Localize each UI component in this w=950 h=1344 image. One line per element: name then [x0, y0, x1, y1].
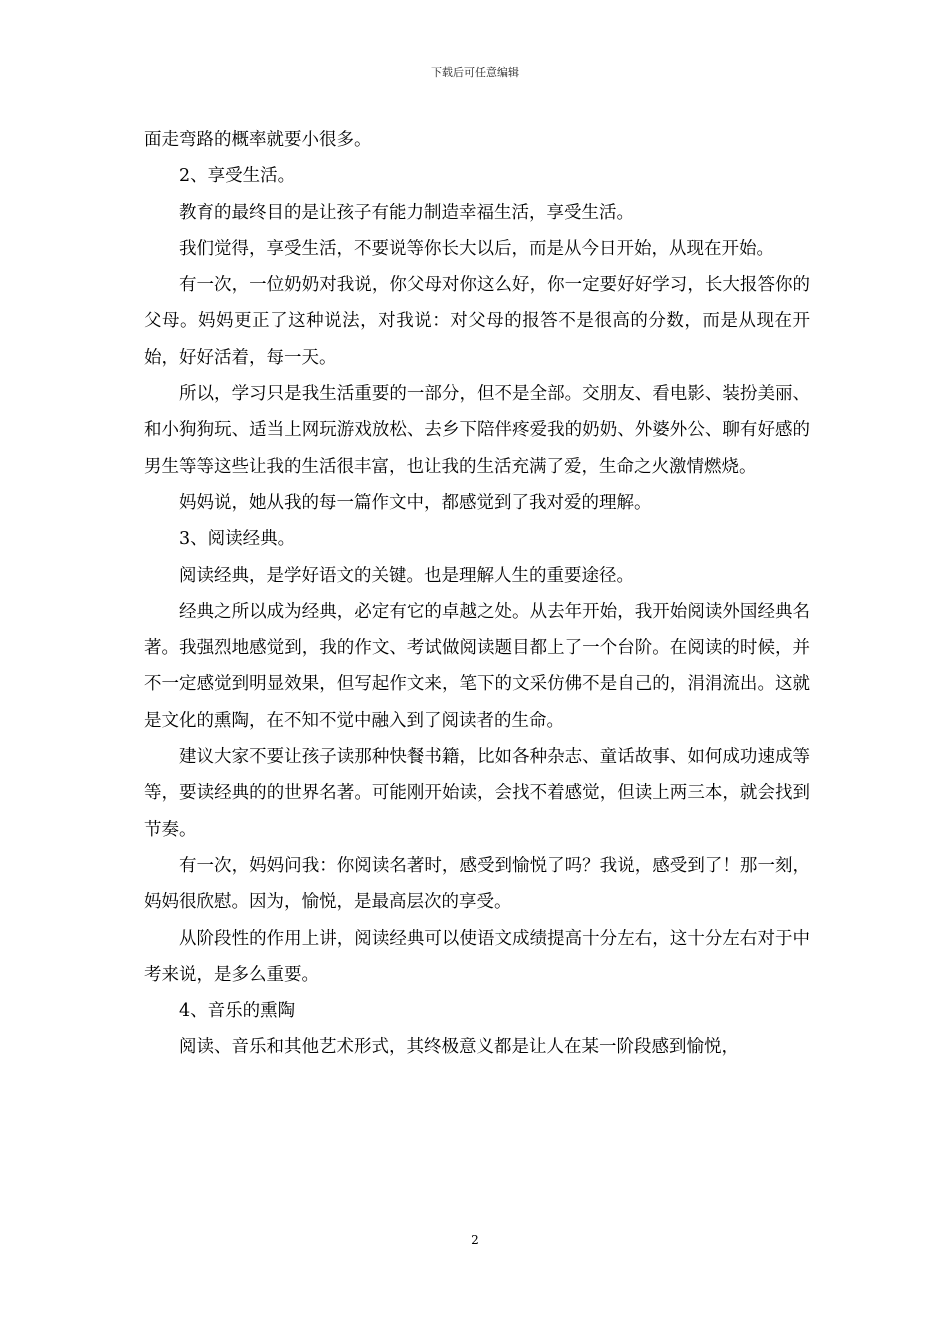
page-header: 下载后可任意编辑	[431, 66, 519, 79]
paragraph-3: 教育的最终目的是让孩子有能力制造幸福生活，享受生活。	[179, 202, 634, 223]
document-body	[144, 122, 810, 1066]
paragraph-7: 妈妈说，她从我的每一篇作文中，都感觉到了我对爱的理解。	[179, 492, 652, 513]
paragraph-9: 阅读经典，是学好语文的关键。也是理解人生的重要途径。	[179, 565, 634, 586]
paragraph-11: 建议大家不要让孩子读那种快餐书籍，比如各种杂志、童话故事、如何成功速成等等，要读经典的的世界名著。可能刚开始读，会找不着感觉，但读上两三本，就会找到节奏。	[144, 747, 810, 840]
heading-enjoy-life: 2、享受生活。	[179, 166, 296, 187]
paragraph-10: 经典之所以成为经典，必定有它的卓越之处。从去年开始，我开始阅读外国经典名著。我强烈地感觉到，我的作文、考试做阅读题目都上了一个台阶。在阅读的时候，并不一定感觉到明显效果，但写起作文来，笔下的文采仿佛不是自己的，涓涓流出。这就是文化的熏陶，在不知不觉中融入到了阅读者的生命。	[144, 601, 810, 731]
paragraph-5: 有一次，一位奶奶对我说，你父母对你这么好，你一定要好好学习，长大报答你的父母。妈妈更正了这种说法，对我说：对父母的报答不是很高的分数，而是从现在开始，好好活着，每一天。	[144, 275, 810, 368]
heading-read-classics: 3、阅读经典。	[179, 529, 296, 550]
paragraph-12: 有一次，妈妈问我：你阅读名著时，感受到愉悦了吗？我说，感受到了！那一刻，妈妈很欣慰。因为，愉悦，是最高层次的享受。	[144, 855, 810, 913]
paragraph-4: 我们觉得，享受生活，不要说等你长大以后，而是从今日开始，从现在开始。	[179, 238, 774, 259]
paragraph-6: 所以，学习只是我生活重要的一部分，但不是全部。交朋友、看电影、装扮美丽、和小狗狗玩、适当上网玩游戏放松、去乡下陪伴疼爱我的奶奶、外婆外公、聊有好感的男生等等这些让我的生活很丰富，也让我的生活充满了爱，生命之火激情燃烧。	[144, 384, 810, 477]
paragraph-15: 阅读、音乐和其他艺术形式，其终极意义都是让人在某一阶段感到愉悦，	[179, 1037, 739, 1058]
paragraph-13: 从阶段性的作用上讲，阅读经典可以使语文成绩提高十分左右，这十分左右对于中考来说，是多么重要。	[144, 928, 810, 985]
paragraph-1: 面走弯路的概率就要小很多。	[144, 130, 372, 150]
heading-music: 4、音乐的熏陶	[179, 1001, 296, 1022]
page-number: 2	[471, 1233, 479, 1247]
